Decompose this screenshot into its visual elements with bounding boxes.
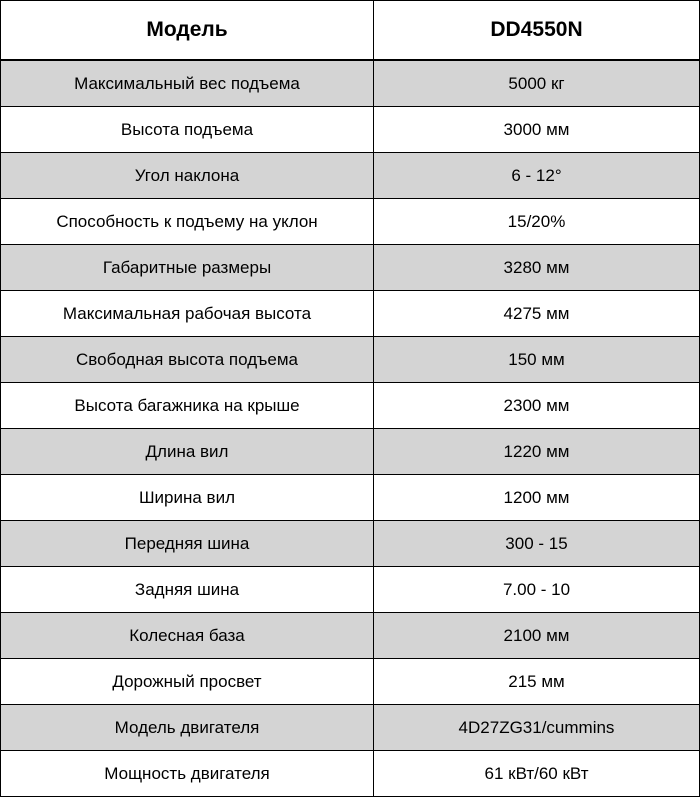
row-value: 1220 мм — [374, 429, 700, 475]
table-row — [1, 107, 700, 153]
table-row — [1, 153, 700, 199]
row-value: 4275 мм — [374, 291, 700, 337]
row-param-label: Высота подъема — [1, 107, 374, 153]
row-value: 2100 мм — [374, 613, 700, 659]
row-value: 1200 мм — [374, 475, 700, 521]
table-row — [1, 60, 700, 107]
row-value: 215 мм — [374, 659, 700, 705]
table-row — [1, 567, 700, 613]
table-row — [1, 245, 700, 291]
row-param-label: Способность к подъему на уклон — [1, 199, 374, 245]
table-row — [1, 751, 700, 797]
table-row — [1, 659, 700, 705]
row-param-label: Колесная база — [1, 613, 374, 659]
row-value: 3000 мм — [374, 107, 700, 153]
table-row — [1, 429, 700, 475]
row-param-label: Длина вил — [1, 429, 374, 475]
row-value: 6 - 12° — [374, 153, 700, 199]
row-value: 4D27ZG31/cummins — [374, 705, 700, 751]
table-row — [1, 705, 700, 751]
table-header-row — [1, 1, 700, 61]
table-row — [1, 613, 700, 659]
row-value: 3280 мм — [374, 245, 700, 291]
row-value: 2300 мм — [374, 383, 700, 429]
table-row — [1, 521, 700, 567]
row-param-label: Дорожный просвет — [1, 659, 374, 705]
row-param-label: Модель двигателя — [1, 705, 374, 751]
row-param-label: Свободная высота подъема — [1, 337, 374, 383]
table-row — [1, 337, 700, 383]
table-row — [1, 383, 700, 429]
row-param-label: Высота багажника на крыше — [1, 383, 374, 429]
row-param-label: Ширина вил — [1, 475, 374, 521]
row-value: 7.00 - 10 — [374, 567, 700, 613]
row-param-label: Задняя шина — [1, 567, 374, 613]
table-row — [1, 291, 700, 337]
row-param-label: Габаритные размеры — [1, 245, 374, 291]
row-param-label: Максимальная рабочая высота — [1, 291, 374, 337]
header-model-value: DD4550N — [374, 1, 700, 61]
row-value: 150 мм — [374, 337, 700, 383]
header-param-label: Модель — [1, 1, 374, 61]
row-value: 15/20% — [374, 199, 700, 245]
row-param-label: Мощность двигателя — [1, 751, 374, 797]
row-param-label: Передняя шина — [1, 521, 374, 567]
row-param-label: Максимальный вес подъема — [1, 60, 374, 107]
table-row — [1, 475, 700, 521]
table-row — [1, 199, 700, 245]
row-value: 5000 кг — [374, 60, 700, 107]
row-value: 300 - 15 — [374, 521, 700, 567]
row-value: 61 кВт/60 кВт — [374, 751, 700, 797]
row-param-label: Угол наклона — [1, 153, 374, 199]
